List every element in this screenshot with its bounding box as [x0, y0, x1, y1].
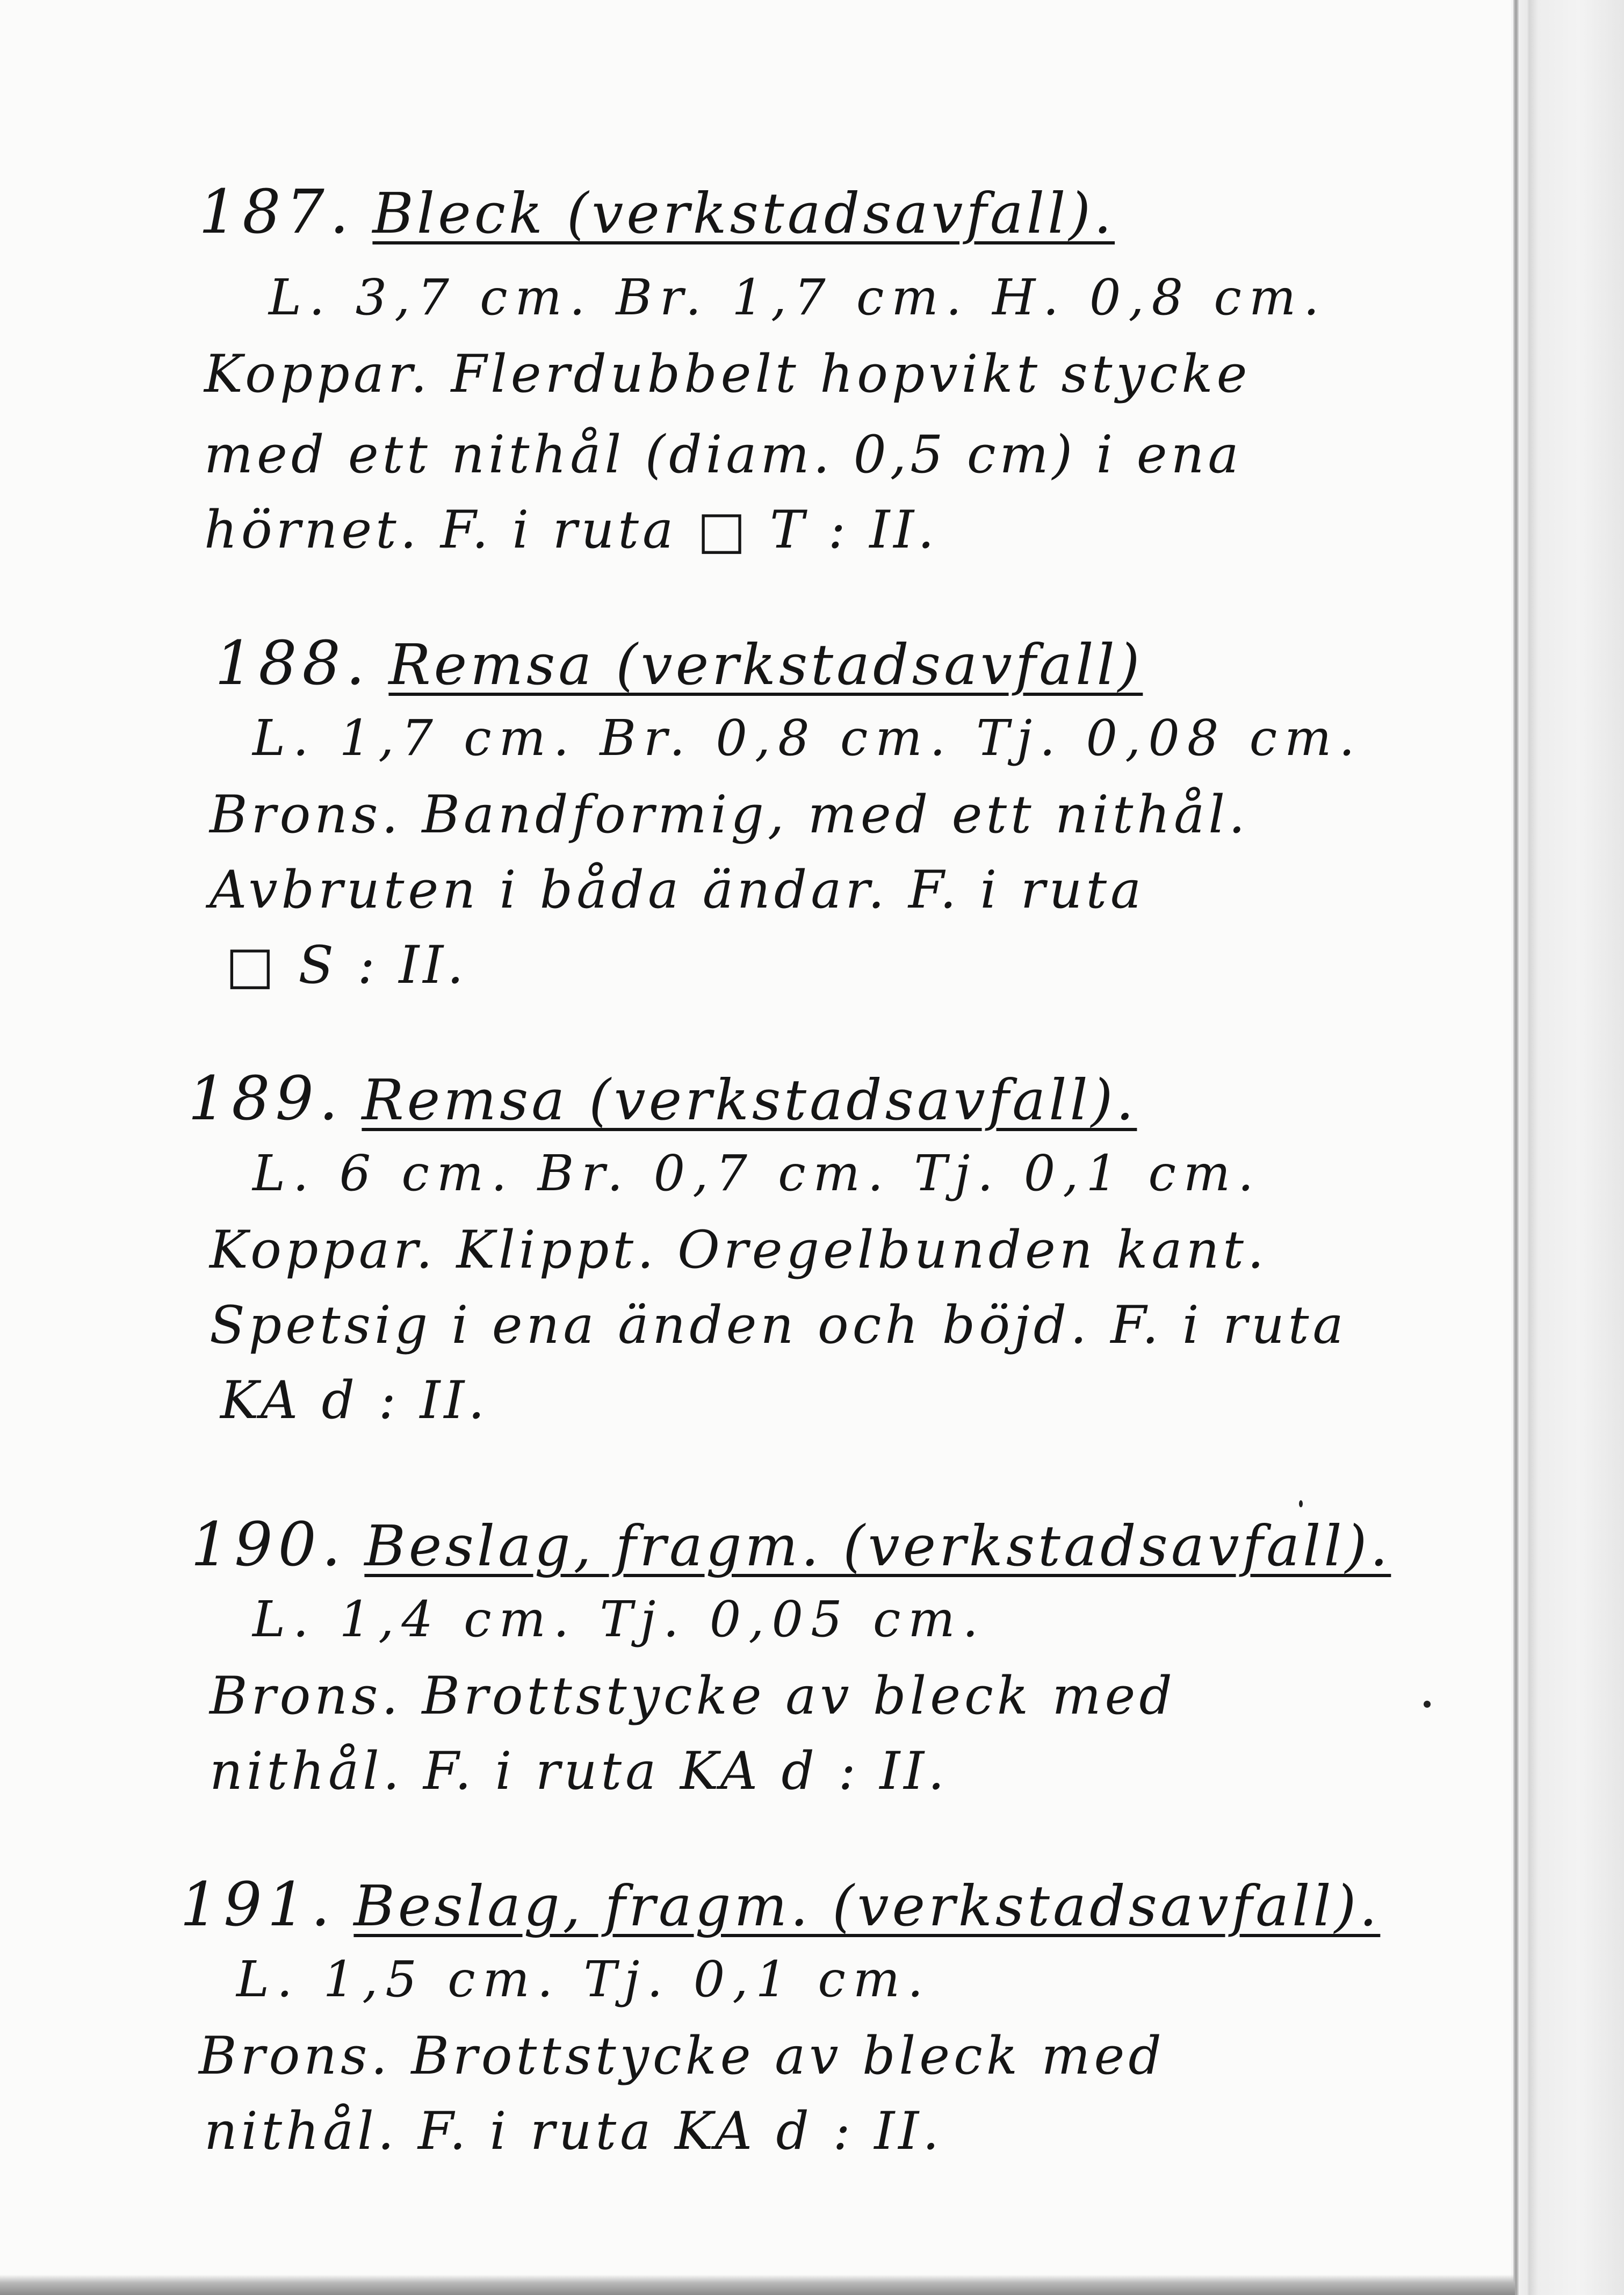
- entry-description-line: med ett nithål (diam. 0,5 cm) i ena: [204, 425, 1243, 485]
- entry-description-line: nithål. F. i ruta KA d : II.: [210, 1741, 948, 1801]
- entry-measurements: L. 3,7 cm. Br. 1,7 cm. H. 0,8 cm.: [269, 269, 1327, 326]
- page-binding-edge: [1511, 0, 1624, 2295]
- entry-description-line: Brons. Bandformig, med ett nithål.: [210, 785, 1249, 845]
- page-bottom-shadow: [0, 2275, 1515, 2295]
- entry-number: 187.: [199, 177, 355, 247]
- ink-speck: [1299, 1500, 1303, 1507]
- entry-description-line: hörnet. F. i ruta □ T : II.: [204, 500, 938, 560]
- entry-measurements: L. 6 cm. Br. 0,7 cm. Tj. 0,1 cm.: [252, 1145, 1261, 1202]
- catalogue-entry-189: [0, 1064, 1477, 1451]
- entry-heading: [180, 1870, 1380, 1940]
- catalogue-entry-190: [0, 1510, 1477, 1832]
- entry-number: 191.: [180, 1870, 336, 1940]
- entry-heading: [215, 629, 1143, 699]
- entry-description-line: Koppar. Flerdubbelt hopvikt stycke: [204, 344, 1251, 404]
- entry-description-line: □ S : II.: [226, 935, 467, 995]
- entry-heading: [188, 1064, 1137, 1134]
- catalogue-entry-188: [0, 629, 1477, 1016]
- catalogue-entry-187: [0, 177, 1477, 564]
- entry-description-line: Avbruten i båda ändar. F. i ruta: [210, 860, 1145, 920]
- entry-description-line: Brons. Brottstycke av bleck med: [210, 1666, 1176, 1726]
- entry-title: Remsa (verkstadsavfall): [388, 632, 1143, 697]
- catalogue-entry-191: [0, 1870, 1477, 2192]
- entry-description-line: Brons. Brottstycke av bleck med: [199, 2026, 1165, 2086]
- page-fold-line: [1513, 0, 1519, 2295]
- entry-number: 190.: [191, 1510, 347, 1580]
- entry-title: Beslag, fragm. (verkstadsavfall).: [364, 1513, 1391, 1579]
- entry-description-line: KA d : II.: [220, 1370, 488, 1430]
- entry-number: 188.: [215, 629, 371, 699]
- entry-number: 189.: [188, 1064, 344, 1134]
- entry-heading: [191, 1510, 1391, 1580]
- entry-description-line: Spetsig i ena änden och böjd. F. i ruta: [210, 1295, 1347, 1355]
- entry-measurements: L. 1,4 cm. Tj. 0,05 cm.: [252, 1591, 986, 1648]
- entry-description-line: nithål. F. i ruta KA d : II.: [204, 2101, 943, 2161]
- entry-measurements: L. 1,5 cm. Tj. 0,1 cm.: [236, 1951, 931, 2008]
- entry-description-line: Koppar. Klippt. Oregelbunden kant.: [210, 1220, 1268, 1280]
- entry-title: Bleck (verkstadsavfall).: [372, 181, 1115, 246]
- entry-heading: [199, 177, 1115, 247]
- entry-measurements: L. 1,7 cm. Br. 0,8 cm. Tj. 0,08 cm.: [252, 709, 1362, 767]
- entry-title: Beslag, fragm. (verkstadsavfall).: [353, 1873, 1381, 1939]
- entry-title: Remsa (verkstadsavfall).: [362, 1067, 1137, 1133]
